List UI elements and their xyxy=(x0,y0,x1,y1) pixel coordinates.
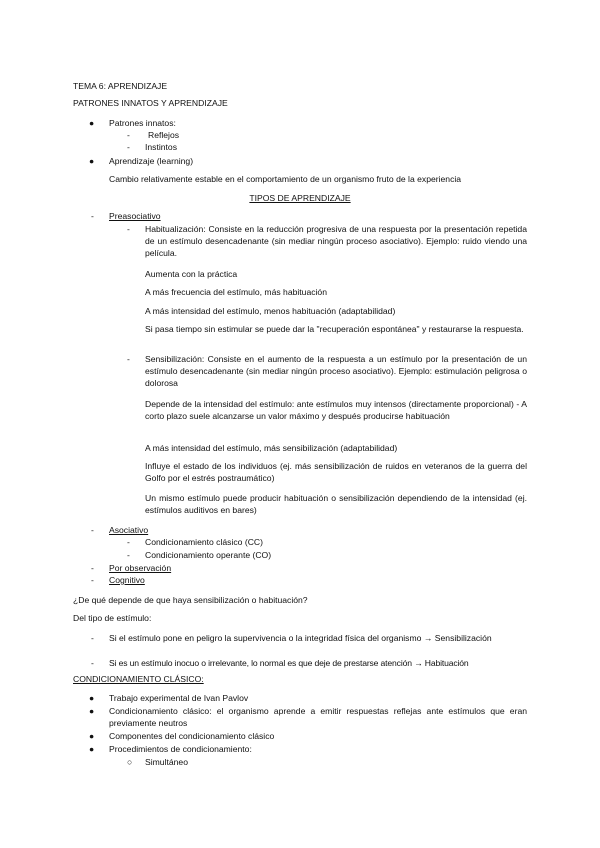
question-text: ¿De qué depende de que haya sensibilización o habituación? xyxy=(73,595,308,605)
dash-icon: - xyxy=(127,130,130,140)
sensitization-note: A más intensidad del estímulo, más sensibilización (adaptabilidad) xyxy=(145,443,398,453)
habituation-note: Si pasa tiempo sin estimular se puede dar la "recuperación espontánea" y restaurarse la respuesta. xyxy=(145,324,524,334)
dash-icon: - xyxy=(91,563,94,573)
types-heading: TIPOS DE APRENDIZAJE xyxy=(249,193,351,203)
bullet-icon: ● xyxy=(89,731,95,741)
dash-icon: - xyxy=(91,211,94,221)
classical-item: Componentes del condicionamiento clásico xyxy=(109,731,275,741)
innate-item-reflejos: Reflejos xyxy=(148,130,180,140)
classical-sub-item: Simultáneo xyxy=(145,757,188,767)
habituation-note: Aumenta con la práctica xyxy=(145,269,238,279)
dash-icon: - xyxy=(127,224,130,234)
dash-icon: - xyxy=(127,354,130,364)
dash-icon: - xyxy=(127,550,130,560)
sensitization-definition: Sensibilización: Consiste en el aumento de la respuesta a un estímulo por la presentación de un estímulo desencadenante (sin mediar ningún proceso asociativo). Ejemplo: estimulación peligrosa o dolorosa xyxy=(145,354,527,389)
answer-item: Si el estímulo pone en peligro la supervivencia o la integridad física del organismo → Sensibilización xyxy=(109,633,492,643)
bullet-icon: ● xyxy=(89,693,95,703)
answer-item: Si es un estímulo inocuo o irrelevante, lo normal es que deje de prestarse atención → Habituación xyxy=(109,658,469,668)
section-heading: PATRONES INNATOS Y APRENDIZAJE xyxy=(73,98,228,108)
classical-item: Trabajo experimental de Ivan Pavlov xyxy=(109,693,249,703)
dash-icon: - xyxy=(127,142,130,152)
sensitization-note: Un mismo estímulo puede producir habituación o sensibilización dependiendo de la intensidad (ej. estímulos auditivos en bares) xyxy=(145,493,527,516)
learning-label: Aprendizaje (learning) xyxy=(109,156,194,166)
asociativo-item: Condicionamiento operante (CO) xyxy=(145,550,272,560)
asociativo-item: Condicionamiento clásico (CC) xyxy=(145,537,263,547)
bullet-icon: ● xyxy=(89,118,95,128)
dash-icon: - xyxy=(91,658,94,668)
habituation-definition: Habitualización: Consiste en la reducción progresiva de una respuesta por la presentación repetida de un estímulo desencadenante (sin mediar ningún proceso asociativo). Ejemplo: ruido viendo una película. xyxy=(145,224,527,259)
classical-item: Procedimientos de condicionamiento: xyxy=(109,744,252,754)
answer-label: Del tipo de estímulo: xyxy=(73,613,152,623)
sensitization-note: Influye el estado de los individuos (ej. más sensibilización de ruidos en veteranos de la guerra del Golfo por el estrés postraumático) xyxy=(145,461,527,484)
dash-icon: - xyxy=(127,537,130,547)
sensitization-note: Depende de la intensidad del estímulo: ante estímulos muy intensos (directamente proporcional) - A corto plazo suele alcanzarse un valor máximo y después producirse habituación xyxy=(145,399,527,422)
bullet-icon: ● xyxy=(89,706,95,716)
preasociativo-label: Preasociativo xyxy=(109,211,161,221)
innate-item-instintos: Instintos xyxy=(145,142,178,152)
classical-heading: CONDICIONAMIENTO CLÁSICO: xyxy=(73,674,204,684)
habituation-note: A más frecuencia del estímulo, más habituación xyxy=(145,287,327,297)
dash-icon: - xyxy=(91,575,94,585)
observation-label: Por observación xyxy=(109,563,172,573)
circle-bullet-icon: ○ xyxy=(127,757,133,767)
bullet-icon: ● xyxy=(89,744,95,754)
dash-icon: - xyxy=(91,525,94,535)
asociativo-label: Asociativo xyxy=(109,525,149,535)
cognitive-label: Cognitivo xyxy=(109,575,145,585)
classical-item: Condicionamiento clásico: el organismo aprende a emitir respuestas reflejas ante estímulos que eran previamente neutros xyxy=(109,706,527,729)
bullet-icon: ● xyxy=(89,156,95,166)
habituation-note: A más intensidad del estímulo, menos habituación (adaptabilidad) xyxy=(145,306,396,316)
learning-definition: Cambio relativamente estable en el comportamiento de un organismo fruto de la experiencia xyxy=(109,174,462,184)
dash-icon: - xyxy=(91,633,94,643)
innate-label: Patrones innatos: xyxy=(109,118,176,128)
document-title: TEMA 6: APRENDIZAJE xyxy=(73,81,168,91)
